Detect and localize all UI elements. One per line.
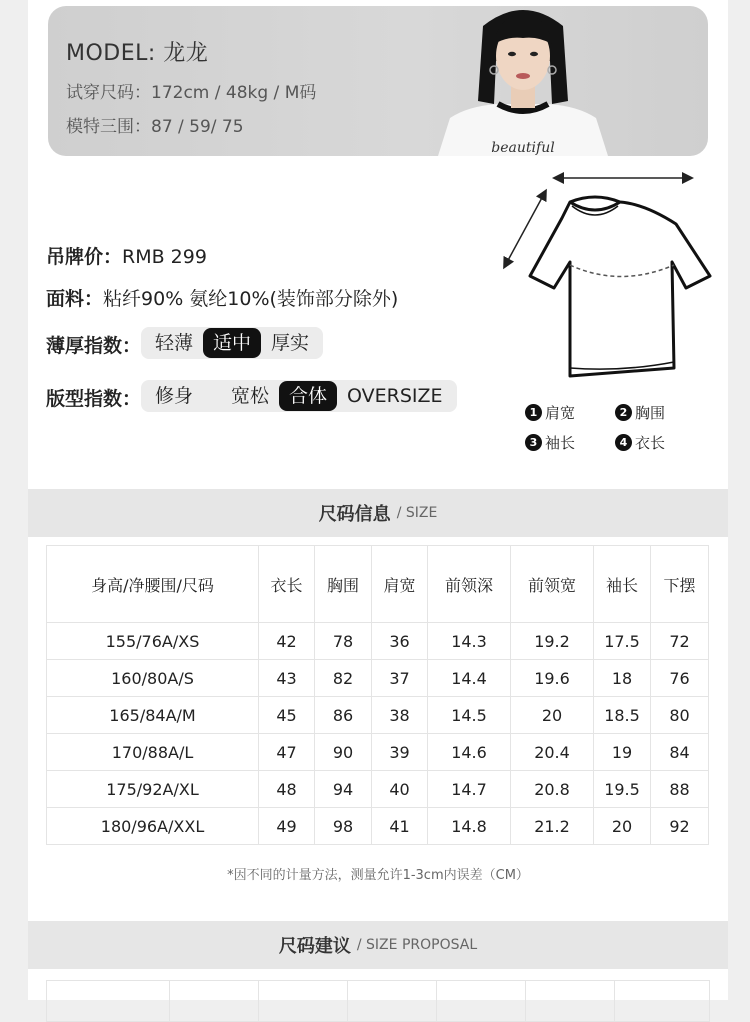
table-cell: 86 [315, 697, 372, 734]
header-cell: 肩宽 [372, 546, 428, 623]
table-cell: 19.2 [511, 623, 594, 660]
table-cell: 19 [594, 734, 651, 771]
table-cell: 47 [259, 734, 315, 771]
table-cell: 78 [315, 623, 372, 660]
table-cell: 14.8 [428, 808, 511, 845]
table-cell: 49 [259, 808, 315, 845]
table-cell: 72 [651, 623, 709, 660]
model-name: MODEL: 龙龙 [66, 41, 209, 66]
table-row [47, 623, 709, 660]
table-cell: 19.5 [594, 771, 651, 808]
table-cell: 14.7 [428, 771, 511, 808]
size-table [46, 545, 709, 845]
table-cell: 20.8 [511, 771, 594, 808]
table-cell: 41 [372, 808, 428, 845]
table-cell: 18.5 [594, 697, 651, 734]
fit-option-regular: 合体 [279, 381, 337, 411]
table-cell: 80 [651, 697, 709, 734]
model-measurements: 模特三围：87 / 59/ 75 [66, 117, 244, 137]
table-cell: 84 [651, 734, 709, 771]
table-row [47, 771, 709, 808]
table-cell: 170/88A/L [47, 734, 259, 771]
header-cell: 下摆 [651, 546, 709, 623]
tshirt-measurement-diagram [470, 170, 720, 460]
table-cell: 180/96A/XXL [47, 808, 259, 845]
table-cell: 14.3 [428, 623, 511, 660]
table-cell: 40 [372, 771, 428, 808]
fit-option-slim: 修身 [155, 385, 194, 407]
thickness-label: 薄厚指数： [46, 335, 142, 357]
legend-length: 4 衣长 [615, 432, 665, 453]
table-cell: 155/76A/XS [47, 623, 259, 660]
table-cell: 21.2 [511, 808, 594, 845]
model-fitting-size: 试穿尺码：172cm / 48kg / M码 [66, 83, 317, 103]
table-cell: 20 [594, 808, 651, 845]
legend-shoulder: 1 肩宽 [525, 402, 575, 423]
table-cell: 82 [315, 660, 372, 697]
table-cell: 14.5 [428, 697, 511, 734]
fabric-row [46, 284, 398, 311]
table-cell: 20 [511, 697, 594, 734]
table-cell: 43 [259, 660, 315, 697]
table-cell: 37 [372, 660, 428, 697]
table-cell: 48 [259, 771, 315, 808]
header-cell: 衣长 [259, 546, 315, 623]
size-section-title: 尺码信息 [318, 504, 391, 525]
table-cell: 39 [372, 734, 428, 771]
table-cell: 45 [259, 697, 315, 734]
table-cell: 19.6 [511, 660, 594, 697]
header-cell: 前领宽 [511, 546, 594, 623]
proposal-section-subtitle: / SIZE PROPOSAL [356, 937, 478, 953]
table-cell: 14.6 [428, 734, 511, 771]
legend-sleeve: 3 袖长 [525, 432, 575, 453]
table-cell: 98 [315, 808, 372, 845]
table-cell: 17.5 [594, 623, 651, 660]
table-cell: 36 [372, 623, 428, 660]
thickness-option-light: 轻薄 [155, 332, 194, 354]
fabric-label: 面料： [46, 288, 104, 310]
fabric-value: 粘纤90% 氨纶10%(装饰部分除外) [103, 288, 399, 310]
header-cell: 前领深 [428, 546, 511, 623]
size-table-header-row [47, 546, 709, 623]
header-cell: 袖长 [594, 546, 651, 623]
price-value: RMB 299 [122, 246, 207, 268]
size-section-subtitle: / SIZE [396, 505, 438, 521]
fit-option-loose: 宽松 [231, 385, 270, 407]
fit-selector [141, 380, 457, 412]
thickness-option-medium: 适中 [203, 328, 261, 358]
measurement-note: *因不同的计量方法，测量允许1-3cm内误差（CM） [227, 868, 529, 883]
thickness-option-thick: 厚实 [271, 332, 310, 354]
table-cell: 38 [372, 697, 428, 734]
table-cell: 90 [315, 734, 372, 771]
table-row [47, 734, 709, 771]
table-cell: 175/92A/XL [47, 771, 259, 808]
table-cell: 76 [651, 660, 709, 697]
proposal-table [46, 980, 710, 1022]
table-cell: 165/84A/M [47, 697, 259, 734]
price-label: 吊牌价： [46, 246, 123, 268]
table-cell: 20.4 [511, 734, 594, 771]
table-row [47, 697, 709, 734]
proposal-section-header [28, 921, 728, 969]
size-section-header [28, 489, 728, 537]
model-banner [48, 6, 708, 156]
shirt-print-text: beautiful [491, 140, 555, 156]
table-cell: 18 [594, 660, 651, 697]
table-cell: 160/80A/S [47, 660, 259, 697]
fit-option-oversize: OVERSIZE [347, 385, 443, 407]
table-cell: 94 [315, 771, 372, 808]
legend-chest: 2 胸围 [615, 402, 665, 423]
proposal-section-title: 尺码建议 [278, 936, 351, 957]
fit-label: 版型指数： [46, 388, 142, 410]
table-row [47, 660, 709, 697]
table-row [47, 808, 709, 845]
table-cell: 88 [651, 771, 709, 808]
table-cell: 42 [259, 623, 315, 660]
header-cell: 胸围 [315, 546, 372, 623]
table-cell: 92 [651, 808, 709, 845]
page [28, 0, 728, 1000]
thickness-selector [141, 327, 323, 359]
price-row [46, 242, 207, 269]
table-cell: 14.4 [428, 660, 511, 697]
header-cell: 身高/净腰围/尺码 [47, 546, 259, 623]
model-photo [428, 6, 618, 156]
